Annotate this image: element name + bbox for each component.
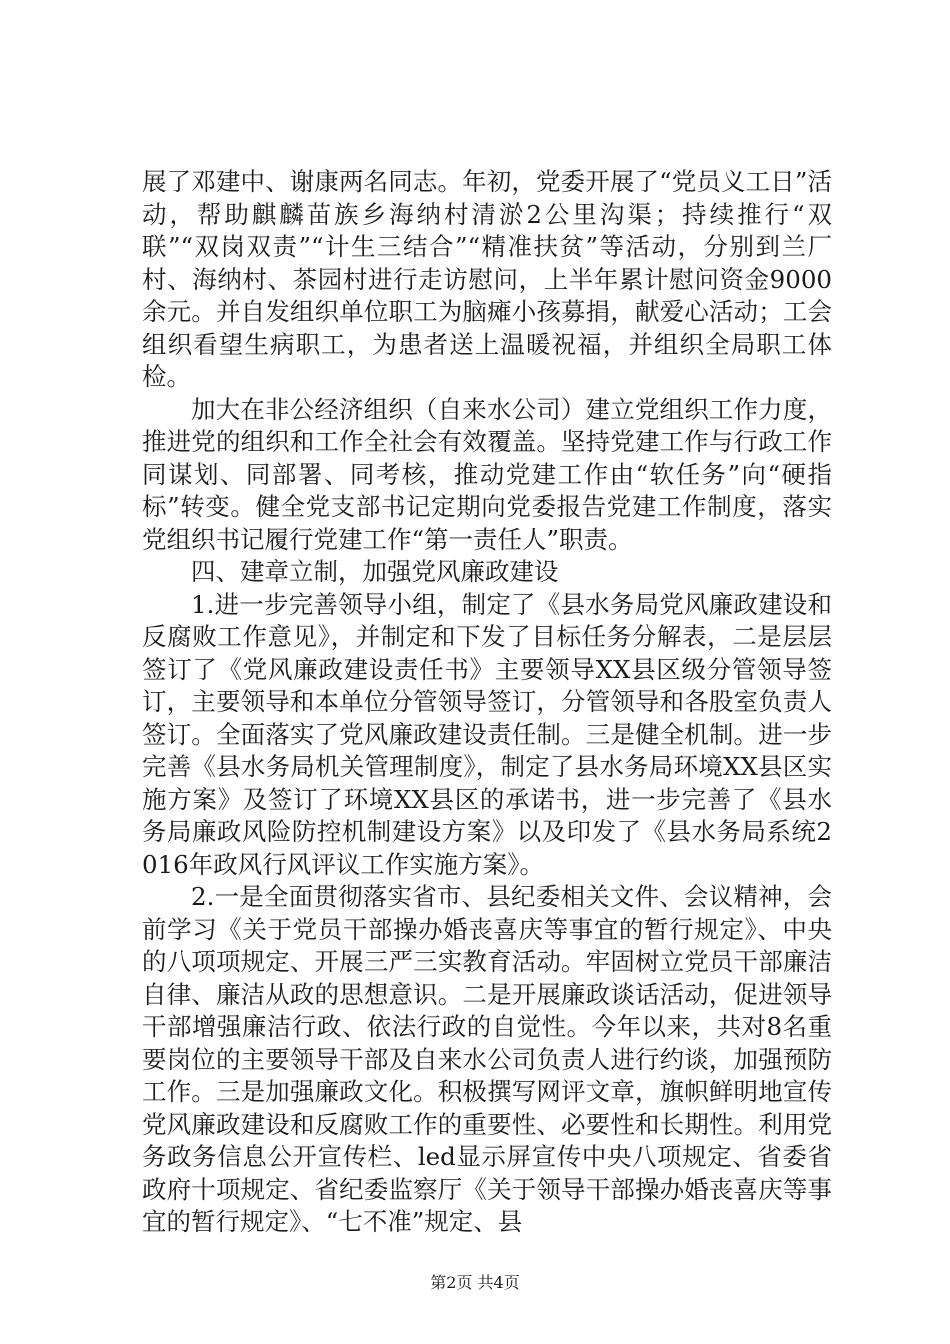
paragraph-4: 2.一是全面贯彻落实省市、县纪委相关文件、会议精神，会前学习《关于党员干部操办婚丧喜庆等事宜的暂行规定》、中央的八项项规定、开展三严三实教育活动。牢固树立党员干部廉洁自律、廉洁从政的思想意识。二是开展廉政谈话活动，促进领导干部增强廉洁行政、依法行政的自觉性。今年以来，共对8名重要岗位的主要领导干部及自来水公司负责人进行约谈，加强预防工作。三是加强廉政文化。积极撰写网评文章，旗帜鲜明地宣传党风廉政建设和反腐败工作的重要性、必要性和长期性。利用党务政务信息公开宣传栏、led显示屏宣传中央八项规定、省委省政府十项规定、省纪委监察厅《关于领导干部操办婚丧喜庆等事宜的暂行规定》、“七不准”规定、县 bbox=[142, 882, 832, 1236]
paragraph-3: 1.进一步完善领导小组，制定了《县水务局党风廉政建设和反腐败工作意见》，并制定和下发了目标任务分解表，二是层层签订了《党风廉政建设责任书》主要领导XX县区级分管领导签订，主要领导和本单位分管领导签订，分管领导和各股室负责人签订。全面落实了党风廉政建设责任制。三是健全机制。进一步完善《县水务局机关管理制度》，制定了县水务局环境XX县区实施方案》及签订了环境XX县区的承诺书，进一步完善了《县水务局廉政风险防控机制建设方案》以及印发了《县水务局系统2016年政风行风评议工作实施方案》。 bbox=[142, 589, 832, 879]
page-number: 第2页 共4页 bbox=[430, 1273, 520, 1292]
section-heading: 四、建章立制，加强党风廉政建设 bbox=[191, 557, 559, 586]
paragraph-2: 加大在非公经济组织（自来水公司）建立党组织工作力度，推进党的组织和工作全社会有效覆盖。坚持党建工作与行政工作同谋划、同部署、同考核，推动党建工作由“软任务”向“硬指标”转变。健全党支部书记定期向党委报告党建工作制度，落实党组织书记履行党建工作“第一责任人”职责。 bbox=[142, 394, 832, 554]
paragraph-1: 展了邓建中、谢康两名同志。年初，党委开展了“党员义工日”活动，帮助麒麟苗族乡海纳村清淤2公里沟渠；持续推行“双联”“双岗双责”“计生三结合”“精准扶贫”等活动，分别到兰厂村、海纳村、茶园村进行走访慰问，上半年累计慰问资金9000余元。并自发组织单位职工为脑瘫小孩募捐，献爱心活动；工会组织看望生病职工，为患者送上温暖祝福，并组织全局职工体检。 bbox=[142, 167, 832, 391]
document-body bbox=[142, 166, 832, 1239]
